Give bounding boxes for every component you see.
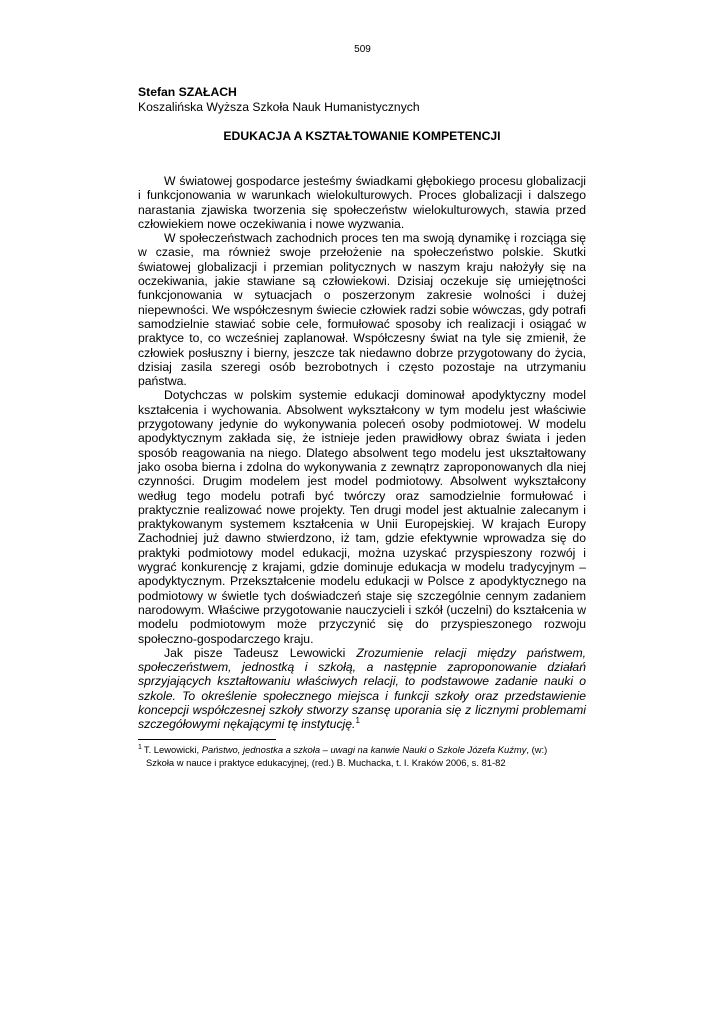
footnote-rest-line1: , (w:) bbox=[526, 744, 548, 755]
footnote-mark: 1 bbox=[138, 743, 142, 751]
paragraph-2: W społeczeństwach zachodnich proces ten ma swoją dynamikę i rozciąga się w czasie, ma również swoje przełożenie na społeczeństwo polskie. Skutki światowej globalizacji i przemian politycznych w naszym kraju nałożyły się na oczekiwania, jakie stawiane są człowiekowi. Dzisiaj oczekuje się umiejętności funkcjonowania w sytuacjach o poszerzonym zakresie wolności i dużej niepewności. We współczesnym świecie człowiek radzi sobie wówczas, gdy potrafi samodzielnie stawiać sobie cele, formułować sposoby ich realizacji i osiągać w praktyce to, co wcześniej zaplanował. Współczesny świat na tyle się zmienił, że człowiek posłuszny i bierny, jeszcze tak niedawno dobrze przygotowany do życia, dzisiaj zasila szeregi osób bezrobotnych i często pozostaje na utrzymaniu państwa. bbox=[138, 231, 586, 389]
article-body bbox=[138, 174, 586, 732]
paragraph-3: Dotychczas w polskim systemie edukacji dominował apodyktyczny model kształcenia i wychowania. Absolwent wykształcony w tym modelu jest właściwie przygotowany jedynie do wykonywania poleceń osoby podmiotowej. W modelu apodyktycznym zakłada się, że istnieje jeden prawidłowy obraz świata i jeden sposób reagowania na niego. Dlatego absolwent tego modelu jest ukształtowany jako osoba bierna i zdolna do wykonywania z zewnątrz zaproponowanych dla niej czynności. Drugim modelem jest model podmiotowy. Absolwent wykształcony według tego modelu potrafi być twórczy oraz samodzielnie formułować i praktycznie realizować nowe projekty. Ten drugi model jest aktualnie zalecanym i praktykowanym systemem kształcenia w Unii Europejskiej. W krajach Europy Zachodniej już dawno stwierdzono, iż tam, gdzie efektywnie wprowadza się do praktyki podmiotowy model edukacji, można uzyskać przyspieszony rozwój i wygrać konkurencję z krajami, gdzie dominuje edukacja w modelu tradycyjnym – apodyktycznym. Przekształcenie modelu edukacji w Polsce z apodyktycznego na podmiotowy w świetle tych doświadczeń staje się szczególnie cennym zadaniem narodowym. Właściwe przygotowanie nauczycieli i szkół (uczelni) do kształcenia w modelu podmiotowym może przyczynić się do przyspieszonego rozwoju społeczno-gospodarczego kraju. bbox=[138, 388, 586, 646]
footnote-title: Państwo, jednostka a szkoła – uwagi na kanwie Nauki o Szkole Józefa Kuźmy bbox=[201, 744, 527, 755]
paragraph-1: W światowej gospodarce jesteśmy świadkami głębokiego procesu globalizacji i funkcjonowania w warunkach wielokulturowych. Proces globalizacji i dalszego narastania zjawiska tworzenia się społeczeństw wielokulturowych, stawia przed człowiekiem nowe oczekiwania i nowe wyzwania. bbox=[138, 174, 586, 231]
author-name: Stefan SZAŁACH bbox=[138, 85, 237, 99]
lewowicki-quote: Zrozumienie relacji między państwem, społeczeństwem, jednostką i szkołą, a następnie zaproponowanie działań sprzyjających kształtowaniu właściwych relacji, to podstawowe zadanie nauki o szkole. To określenie społecznego miejsca i funkcji szkoły oraz przedstawienie koncepcji współczesnej szkoły stworzy szansę uporania się z licznymi problemami szczegółowymi nękającymi tę instytucję. bbox=[138, 645, 586, 732]
article-title: EDUKACJA A KSZTAŁTOWANIE KOMPETENCJI bbox=[223, 129, 501, 143]
footnote-rest-line2: Szkoła w nauce i praktyce edukacyjnej, (red.) B. Muchacka, t. I. Kraków 2006, s. 81-82 bbox=[146, 756, 506, 768]
footnote-1 bbox=[138, 744, 590, 769]
author-affiliation: Koszalińska Wyższa Szkoła Nauk Humanistycznych bbox=[138, 100, 420, 114]
paragraph-4 bbox=[138, 646, 586, 732]
article bbox=[138, 85, 586, 732]
footnote-reference: 1 bbox=[355, 716, 360, 726]
paragraph-4-intro: Jak pisze Tadeusz Lewowicki bbox=[164, 645, 357, 660]
footnote-author: T. Lewowicki, bbox=[143, 744, 202, 755]
footnote-separator bbox=[138, 739, 276, 740]
page-number: 509 bbox=[354, 44, 371, 55]
